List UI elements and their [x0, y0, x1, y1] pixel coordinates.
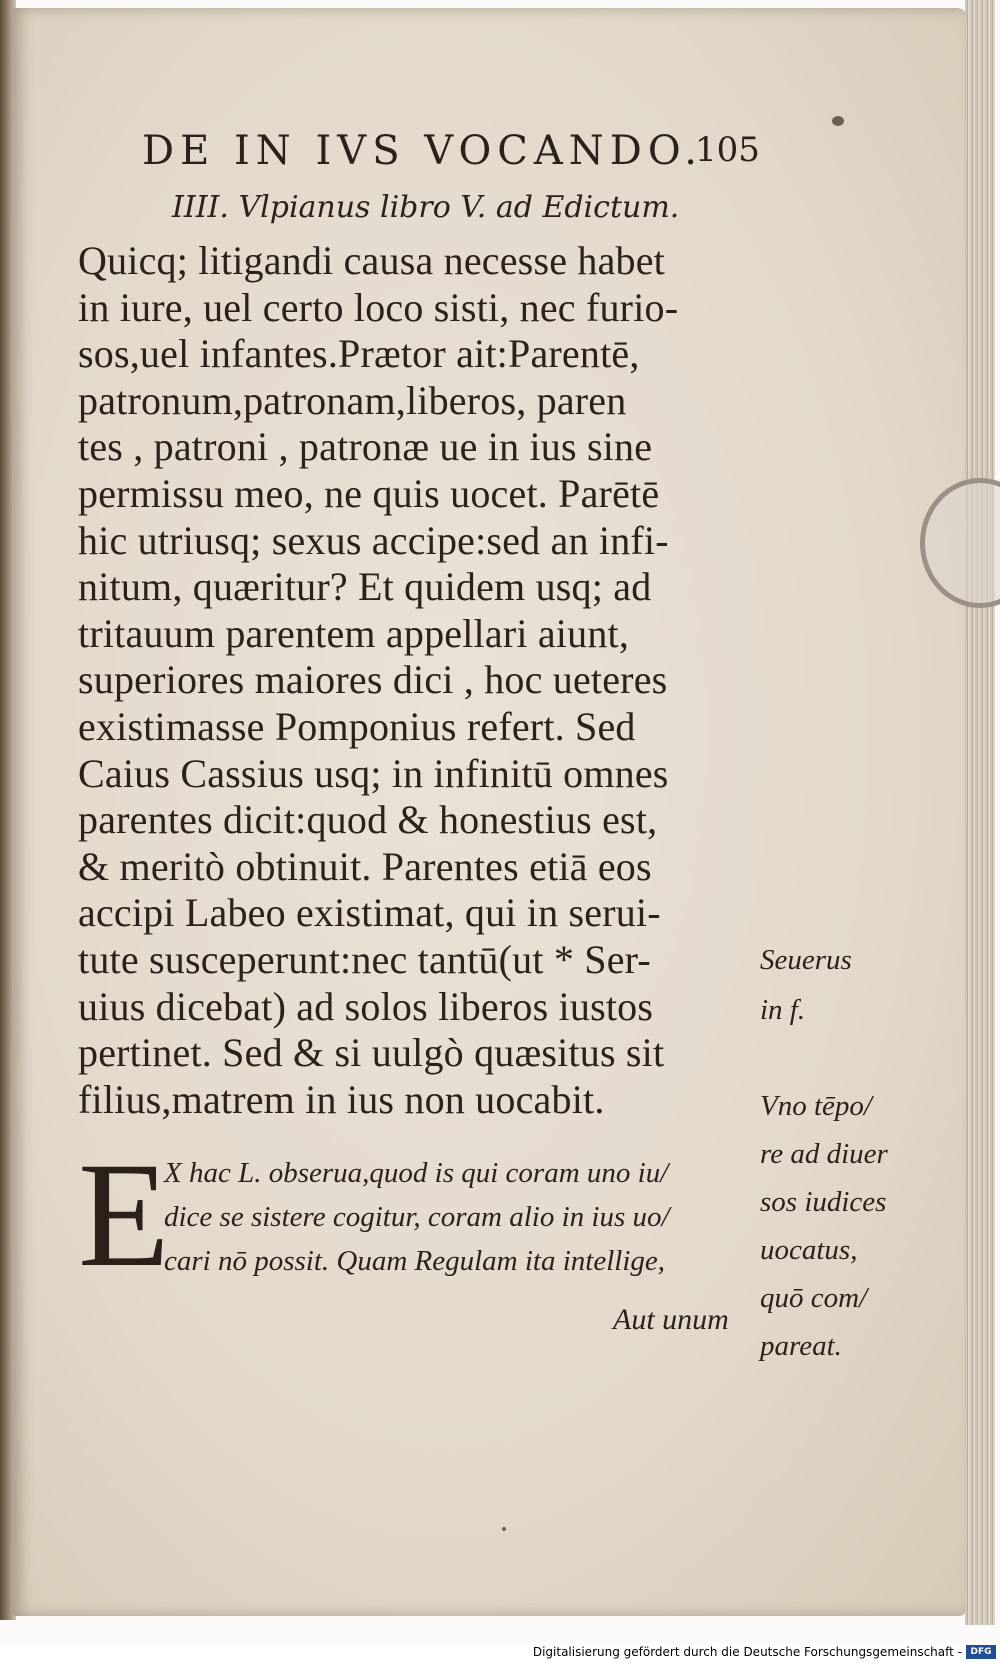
body-line: tute susceperunt:nec tantū(ut * Ser-: [78, 936, 651, 982]
commentary-line: dice se sistere cogitur, coram alio in ius uo/: [164, 1201, 670, 1233]
body-line: uius dicebat) ad solos liberos iustos: [78, 983, 654, 1029]
section-title: IIII. Vlpianus libro V. ad Edictum.: [172, 190, 680, 225]
body-line: permissu meo, ne quis uocet. Parētē: [78, 470, 660, 516]
body-line: & meritò obtinuit. Parentes etiā eos: [78, 843, 652, 889]
decorated-initial: E: [78, 1132, 170, 1298]
body-text: [78, 238, 678, 1123]
body-line: accipi Labeo existimat, qui in serui-: [78, 890, 661, 936]
body-line: superiores maiores dici , hoc ueteres: [78, 657, 668, 703]
body-line: parentes dicit:quod & honestius est,: [78, 797, 658, 843]
body-line: tes , patroni , patronæ ue in ius sine: [78, 424, 653, 470]
margin-note-line: uocatus,: [760, 1234, 858, 1266]
dfg-logo: DFG: [966, 1645, 996, 1659]
catchword: Aut unum: [613, 1303, 729, 1336]
running-head: DE IN IVS VOCANDO.: [142, 128, 704, 174]
body-line: filius,matrem in ius non uocabit.: [78, 1076, 605, 1122]
body-line: pertinet. Sed & si uulgò quæsitus sit: [78, 1030, 665, 1076]
ink-spot: [832, 116, 844, 126]
page-number: 105: [695, 130, 760, 170]
body-line: existimasse Pomponius refert. Sed: [78, 703, 636, 749]
margin-note-line: pareat.: [760, 1330, 842, 1362]
footer-credit: Digitalisierung gefördert durch die Deutsche Forschungsgemeinschaft -: [532, 1645, 962, 1659]
margin-note-line: in f.: [760, 994, 806, 1026]
margin-note-line: quō com/: [760, 1282, 868, 1314]
commentary-line: X hac L. obserua,quod is qui coram uno iu/: [164, 1157, 669, 1189]
body-line: patronum,patronam,liberos, paren: [78, 377, 627, 423]
margin-note-line: Vno tēpo/: [760, 1090, 872, 1122]
body-line: hic utriusq; sexus accipe:sed an infi-: [78, 517, 669, 563]
body-line: tritauum parentem appellari aiunt,: [78, 610, 630, 656]
commentary-line: cari nō possit. Quam Regulam ita intellige,: [164, 1245, 666, 1277]
margin-note-line: re ad diuer: [760, 1138, 888, 1170]
page-fore-edge: [965, 0, 995, 1625]
body-line: nitum, quæritur? Et quidem usq; ad: [78, 564, 652, 610]
body-line: in iure, uel certo loco sisti, nec furio-: [78, 284, 679, 330]
body-line: Caius Cassius usq; in infinitū omnes: [78, 750, 669, 796]
body-line: sos,uel infantes.Prætor ait:Parentē,: [78, 331, 640, 377]
ink-spot: [502, 1527, 506, 1531]
margin-note-line: Seuerus: [760, 944, 852, 976]
margin-note-line: sos iudices: [760, 1186, 887, 1218]
body-line: Quicq; litigandi causa necesse habet: [78, 238, 665, 283]
